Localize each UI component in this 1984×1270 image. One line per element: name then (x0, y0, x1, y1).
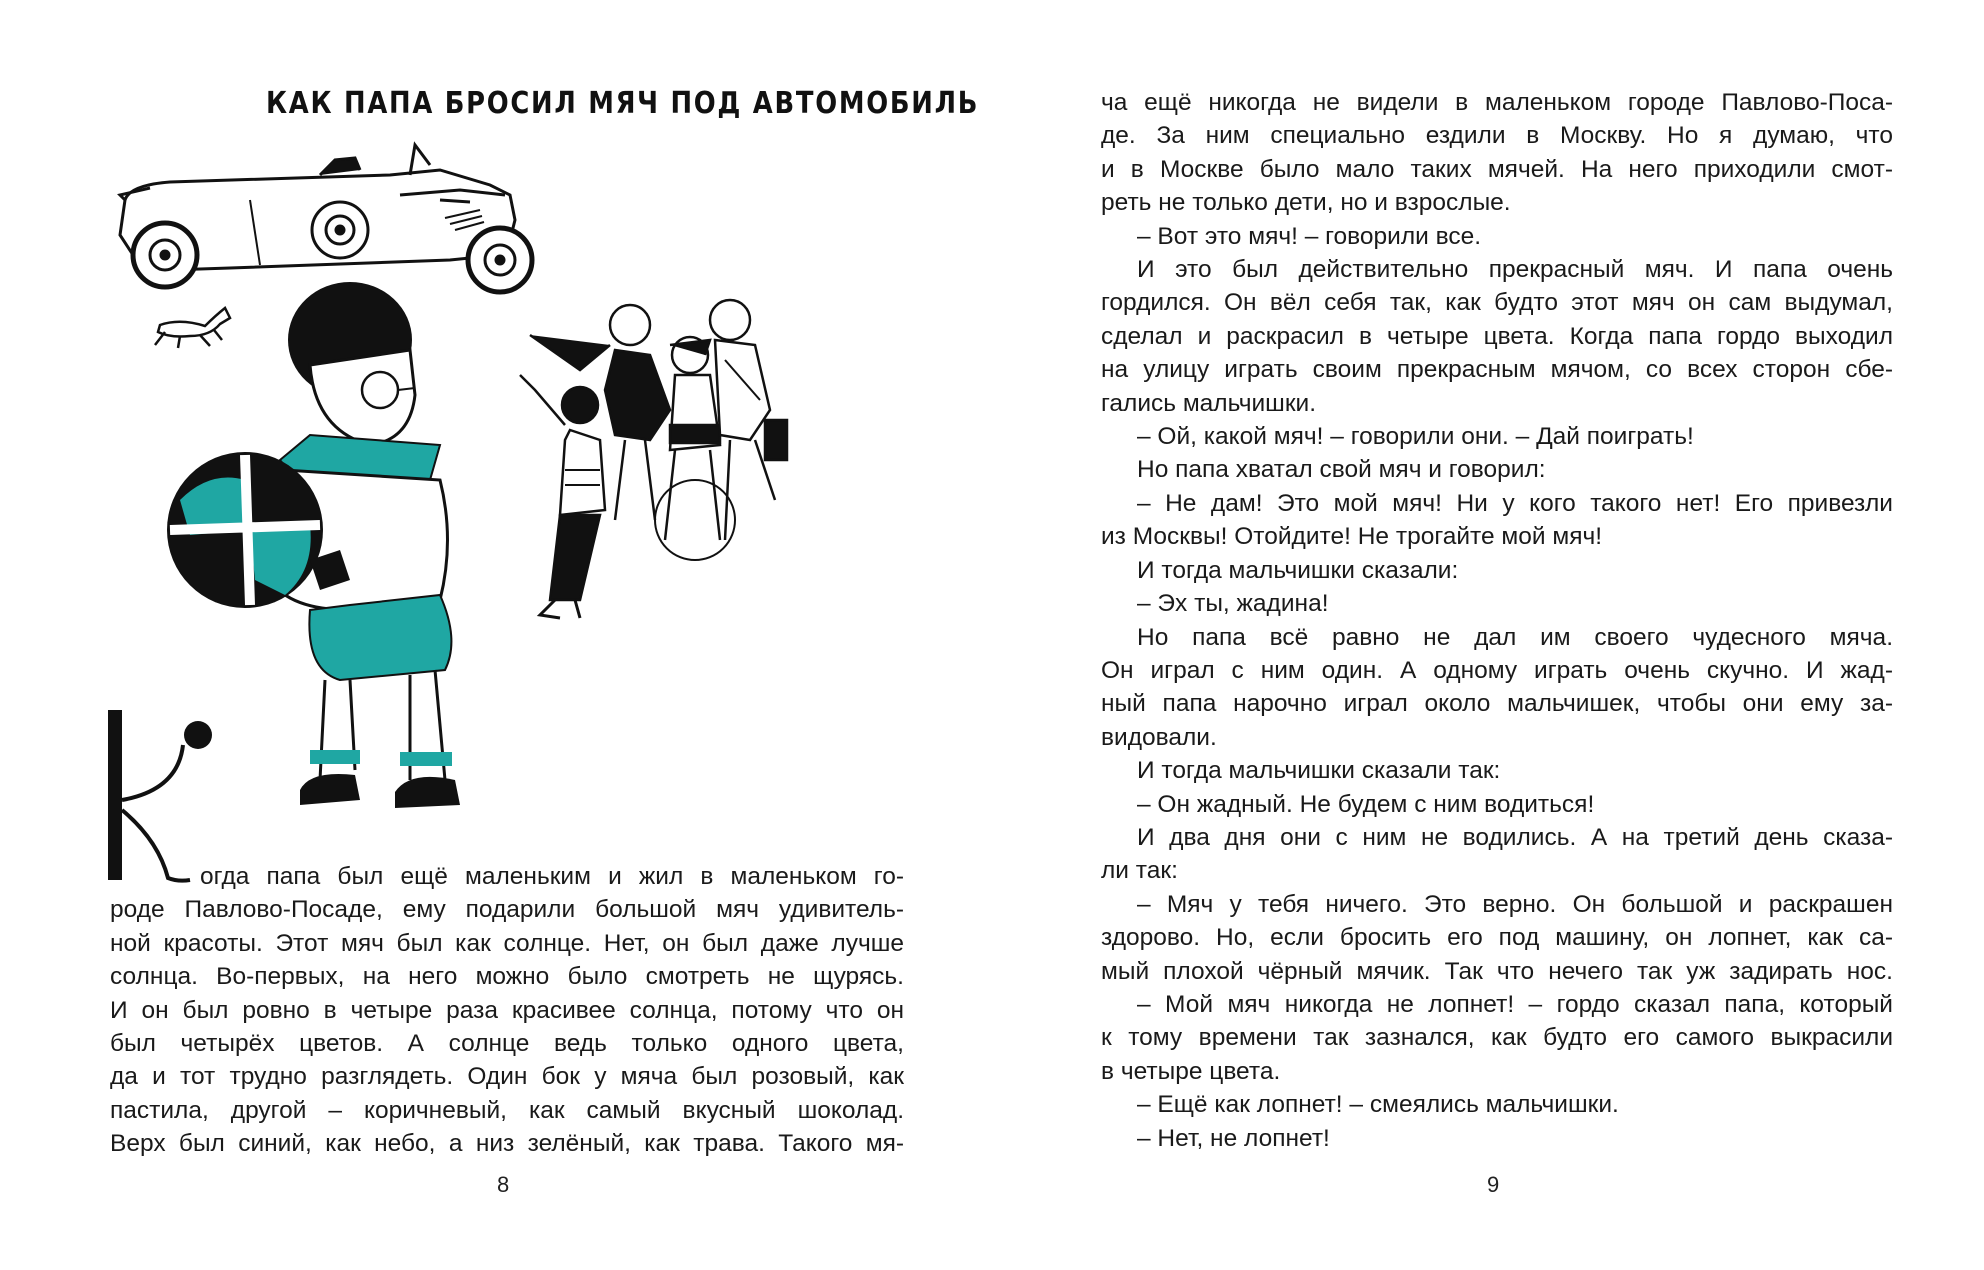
text-line: видовали. (1101, 723, 1217, 751)
text-line: И тогда мальчишки сказали: (1137, 556, 1459, 584)
text-line: здорово. Но, если бросить его под машину, он лопнет, как са- (1101, 924, 1893, 952)
text-line: солнца. Во-первых, на него можно было смотреть не щурясь. (110, 963, 904, 991)
text-line: – Нет, не лопнет! (1137, 1124, 1330, 1152)
text-line: де. За ним специально ездили в Москву. Но я думаю, что (1101, 122, 1893, 150)
right-page-text (1101, 86, 1893, 1155)
text-line: – Мяч у тебя ничего. Это верно. Он большой и раскрашен (1137, 890, 1893, 918)
car-drawing (120, 145, 532, 292)
text-line: гордился. Он вёл себя так, как будто этот мяч он сам выдумал, (1101, 289, 1893, 317)
text-line: Он играл с ним один. А одному играть очень скучно. И жад- (1101, 656, 1893, 684)
chapter-title: КАК ПАПА БРОСИЛ МЯЧ ПОД АВТОМОБИЛЬ (266, 86, 980, 121)
text-line: Но папа всё равно не дал им своего чудесного мяча. (1137, 623, 1893, 651)
text-line: – Ой, какой мяч! – говорили они. – Дай поиграть! (1137, 423, 1694, 451)
text-line: ной красоты. Этот мяч был как солнце. Нет, он был даже лучше (110, 929, 904, 957)
text-line: пастила, другой – коричневый, как самый вкусный шоколад. (110, 1096, 904, 1124)
text-line: был четырёх цветов. А солнце ведь только одного цвета, (110, 1030, 904, 1058)
page-number-right: 9 (1487, 1172, 1500, 1197)
text-line: – Ещё как лопнет! – смеялись мальчишки. (1137, 1091, 1619, 1119)
text-line: – Вот это мяч! – говорили все. (1137, 222, 1482, 250)
text-line: к тому времени так зазнался, как будто его самого выкрасили (1101, 1024, 1893, 1052)
text-line: из Москвы! Отойдите! Не трогайте мой мяч! (1101, 523, 1603, 551)
text-line: – Он жадный. Не будем с ним водиться! (1137, 790, 1595, 818)
text-line: Верх был синий, как небо, а низ зелёный, как трава. Такого мя- (110, 1130, 904, 1158)
text-line: – Мой мяч никогда не лопнет! – гордо сказал папа, который (1137, 990, 1893, 1018)
small-animal-drawing (155, 308, 230, 348)
text-line: Но папа хватал свой мяч и говорил: (1137, 456, 1546, 484)
text-line: И это был действительно прекрасный мяч. И папа очень (1137, 256, 1893, 284)
text-line: ли так: (1101, 857, 1178, 885)
text-line: огда папа был ещё маленьким и жил в маленьком го- (200, 863, 904, 890)
left-page-text (110, 893, 904, 1160)
text-line: на улицу играть своим прекрасным мячом, со всех сторон сбе- (1101, 356, 1893, 384)
text-line: – Эх ты, жадина! (1137, 590, 1329, 618)
text-line: – Не дам! Это мой мяч! Ни у кого такого нет! Его привезли (1137, 489, 1893, 517)
text-line: в четыре цвета. (1101, 1057, 1281, 1085)
children-group-drawing (520, 300, 787, 618)
text-line: роде Павлово-Посаде, ему подарили большой мяч удивитель- (110, 896, 904, 924)
page-number-left: 8 (497, 1172, 510, 1197)
text-line: да и тот трудно разглядеть. Один бок у мяча был розовый, как (110, 1063, 904, 1091)
text-line: гались мальчишки. (1101, 389, 1317, 417)
text-line: реть не только дети, но и взрослые. (1101, 189, 1511, 217)
text-line: сделал и раскрасил в четыре цвета. Когда папа гордо выходил (1101, 322, 1893, 350)
text-line: И он был ровно в четыре раза красивее солнца, потому что он (110, 996, 904, 1024)
text-line: И тогда мальчишки сказали так: (1137, 757, 1501, 785)
text-line: И два дня они с ним не водились. А на третий день сказа- (1137, 823, 1893, 851)
text-line: ча ещё никогда не видели в маленьком городе Павлово-Поса- (1101, 89, 1893, 116)
left-first-line (200, 860, 904, 893)
text-line: ный папа нарочно играл около мальчишек, чтобы они ему за- (1101, 690, 1893, 718)
text-line: и в Москве было мало таких мячей. На него приходили смот- (1101, 155, 1893, 183)
text-line: мый плохой чёрный мячик. Так что нечего так уж задирать нос. (1101, 957, 1893, 985)
